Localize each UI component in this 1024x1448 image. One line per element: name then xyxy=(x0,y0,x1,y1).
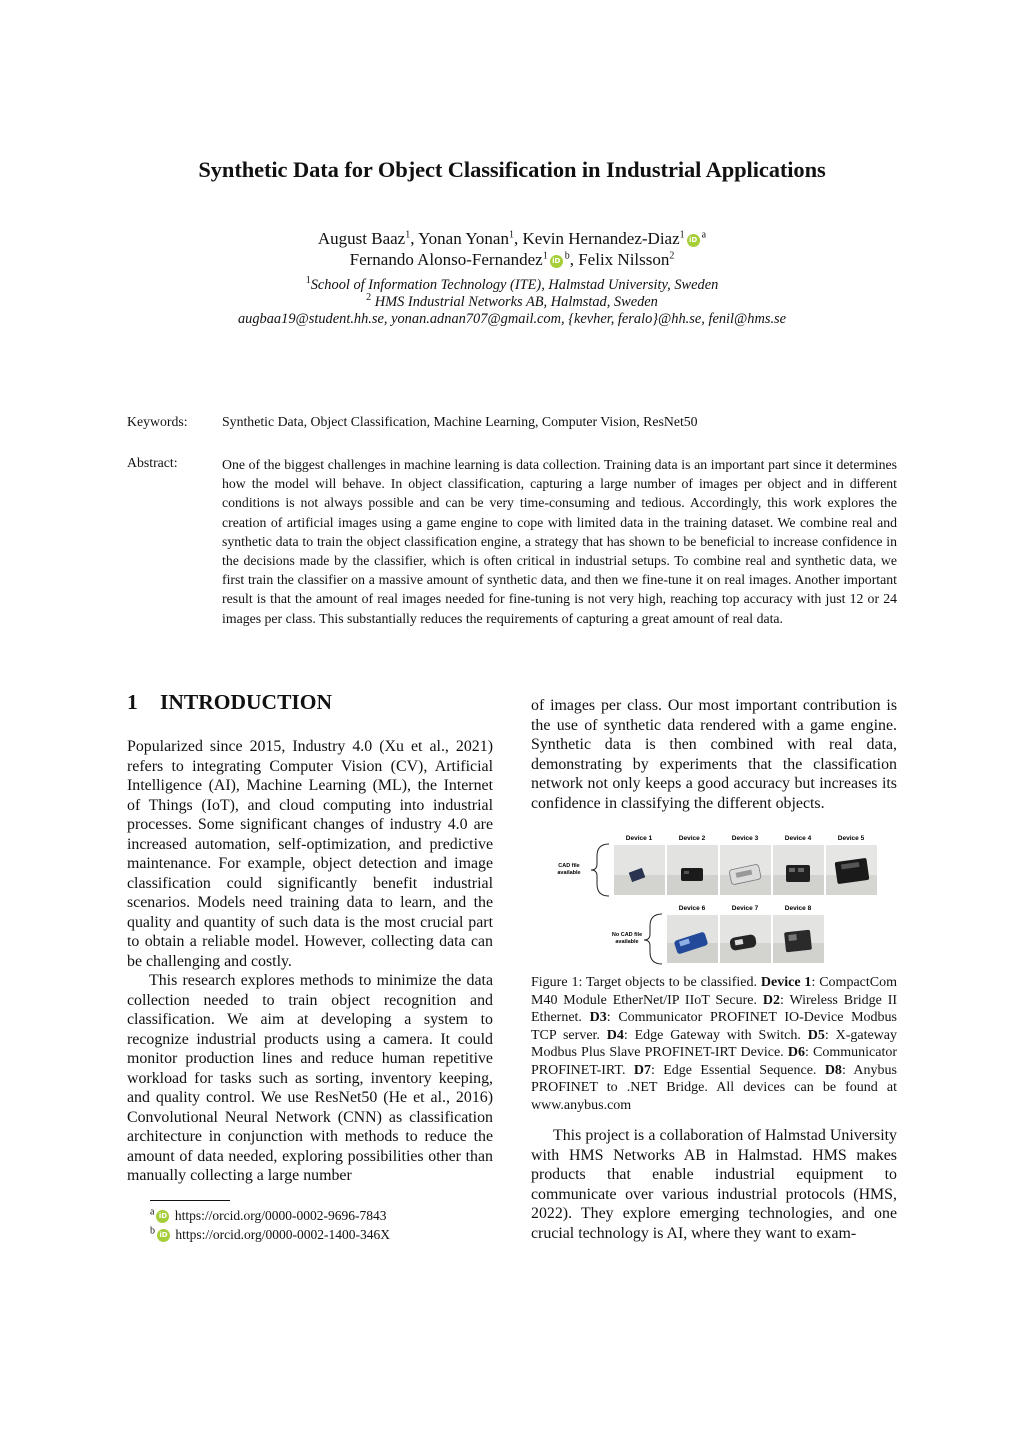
orcid-link[interactable]: https://orcid.org/0000-0002-1400-346X xyxy=(175,1227,390,1242)
orcid-footnote-mark: b xyxy=(564,250,570,262)
right-column-top xyxy=(531,696,897,813)
caption-device-text: : X-gateway Modbus Plus Slave PROFINET-IRT Device. xyxy=(531,1027,897,1060)
affiliation-mark: 1 xyxy=(305,275,311,287)
device-photo-4 xyxy=(773,845,824,895)
orcid-icon[interactable]: iD xyxy=(687,234,700,247)
orcid-icon[interactable]: iD xyxy=(550,255,563,268)
device-label: Device 6 xyxy=(678,905,706,912)
orcid-icon: iD xyxy=(156,1210,169,1223)
affiliations xyxy=(0,277,1024,328)
figure-caption xyxy=(531,974,897,1114)
device-label: Device 3 xyxy=(731,835,759,842)
caption-device-text: : CompactCom M40 Module EtherNet/IP IIoT Secure. xyxy=(531,975,897,1008)
figure-1 xyxy=(547,830,892,965)
abstract-label: Abstract: xyxy=(127,455,178,470)
affiliation-2 xyxy=(0,294,1024,311)
footnote-a xyxy=(150,1208,386,1224)
caption-device-label: D5 xyxy=(807,1027,825,1043)
intro-paragraph-1: Popularized since 2015, Industry 4.0 (Xu et al., 2021) refers to integrating Computer Vision (CV), Artificial Intelligence (AI), Machine Learning (ML), the Internet of Things (IoT), and cloud computing into industrial processes. Some significant changes of industry 4.0 are increased automation, self-optimization, and predictive maintenance. For example, object detection and image classification could significantly benefit industrial scenarios. Models need training data to learn, and the quality and quantity of such data is the most crucial part to obtain a reliable model. However, collecting data can be challenging and costly. xyxy=(127,738,493,970)
device-label: Device 7 xyxy=(731,905,759,912)
keywords-text: Synthetic Data, Object Classification, Machine Learning, Computer Vision, ResNet50 xyxy=(222,414,698,429)
caption-device-label: D7 xyxy=(633,1062,651,1078)
device-label: Device 5 xyxy=(837,835,865,842)
device-label: Device 4 xyxy=(784,835,812,842)
caption-device-label: D8 xyxy=(824,1062,842,1078)
device-label: Device 1 xyxy=(625,835,653,842)
orcid-footnote-mark: a xyxy=(701,229,707,241)
device-photo-3 xyxy=(720,845,771,895)
caption-device-text: : Edge Essential Sequence. xyxy=(650,1062,825,1078)
caption-device-label: D3 xyxy=(589,1010,607,1025)
caption-device-text: : Edge Gateway with Switch. xyxy=(623,1027,808,1043)
device-photo-2 xyxy=(667,845,718,895)
intro-paragraph-2-continued: of images per class. Our most important contribution is the use of synthetic data rendered with a game engine. Synthetic data is then combined with real data, demonstrating by experiments that the classification network not only keeps a good accuracy but increases its confidence in classifying the different objects. xyxy=(531,697,897,812)
intro-paragraph-3: This project is a collaboration of Halmstad University with HMS Networks AB in Halmstad. HMS makes products that enable industrial equipment to communicate over various industrial protocols (HMS, 2022). They explore emerging technologies, and one crucial technology is AI, where they want to exam- xyxy=(531,1127,897,1242)
intro-paragraph-2: This research explores methods to minimize the data collection needed to train object recognition and classification. We aim at developing a system to recognize industrial products using a camera. It could monitor production lines and reduce human repetitive workload for tasks such as sorting, inventory keeping, and quality control. We use ResNet50 (He et al., 2016) Convolutional Neural Network (CNN) as classification architecture in conjunction with methods to reduce the amount of data needed, exploring possibilities other than manually collecting a large number xyxy=(127,972,493,1184)
cad-available-label-2: available xyxy=(557,870,581,876)
caption-prefix: Figure 1: Target objects to be classified. xyxy=(531,975,761,990)
device-photo-6 xyxy=(667,915,718,963)
device-photo-5 xyxy=(826,845,877,895)
orcid-link[interactable]: https://orcid.org/0000-0002-9696-7843 xyxy=(174,1208,387,1223)
caption-device-text: : Communicator PROFINET IO-Device Modbus TCP server. xyxy=(531,1010,898,1043)
author-name: , Felix Nilsson xyxy=(569,250,670,269)
affiliation-mark: 2 xyxy=(669,250,675,262)
author-emails: augbaa19@student.hh.se, yonan.adnan707@gmail.com, {kevher, feralo}@hh.se, fenil@hms.se xyxy=(237,311,787,327)
affiliation-1 xyxy=(0,277,1024,294)
no-cad-label-2: available xyxy=(615,939,639,945)
paper-title: Synthetic Data for Object Classification in Industrial Applications xyxy=(198,157,826,182)
device-photo-7 xyxy=(720,915,771,963)
affiliation-mark: 1 xyxy=(508,229,514,241)
left-column xyxy=(127,737,493,1186)
caption-device-label: D2 xyxy=(762,992,780,1008)
author-name: , Kevin Hernandez-Diaz xyxy=(513,229,680,248)
author-name: Fernando Alonso-Fernandez xyxy=(349,250,543,269)
footnote-mark: a xyxy=(150,1206,155,1218)
affiliation-text: HMS Industrial Networks AB, Halmstad, Sweden xyxy=(374,294,658,310)
author-line-2 xyxy=(0,249,1024,270)
section-title: INTRODUCTION xyxy=(160,690,333,714)
caption-device-label: Device 1 xyxy=(760,975,812,990)
keywords-label: Keywords: xyxy=(127,414,188,429)
caption-device-label: D4 xyxy=(606,1027,624,1043)
caption-device-text: : Communicator PROFINET-IRT. xyxy=(531,1045,897,1078)
footnote-rule xyxy=(150,1200,230,1201)
author-name: August Baaz xyxy=(317,229,406,248)
cad-available-label: CAD file xyxy=(558,863,580,869)
author-name: , Yonan Yonan xyxy=(410,229,509,248)
caption-device-text: : Wireless Bridge II Ethernet. xyxy=(531,992,898,1025)
caption-device-text: : Anybus PROFINET to .NET Bridge. All devices can be found at www.anybus.com xyxy=(531,1062,897,1113)
right-column-bottom xyxy=(531,1126,897,1243)
device-photo-8 xyxy=(773,915,824,963)
device-photo-1 xyxy=(614,845,665,895)
section-heading xyxy=(127,690,332,715)
footnote-b xyxy=(150,1227,390,1243)
no-cad-label: No CAD file xyxy=(611,932,643,938)
brace-icon xyxy=(644,914,662,964)
section-number: 1 xyxy=(127,690,138,714)
brace-icon xyxy=(591,844,609,896)
device-label: Device 8 xyxy=(784,905,812,912)
orcid-icon: iD xyxy=(157,1229,170,1242)
caption-device-label: D6 xyxy=(787,1045,805,1060)
abstract-text: One of the biggest challenges in machine learning is data collection. Training data is an important part since it determines how the model will behave. In object classification, capturing a large number of images per object and in different conditions is not always possible and can be very time-consuming and tedious. Accordingly, this work explores the creation of artificial images using a game engine to cope with limited data in the training dataset. We combine real and synthetic data to train the object classification engine, a strategy that has shown to be beneficial to increase confidence in the decisions made by the classifier, which is often critical in industrial setups. To combine real and synthetic data, we first train the classifier on a massive amount of synthetic data, and then we fine-tune it on real images. Another important result is that the amount of real images needed for fine-tuning is not very high, reaching top accuracy with just 12 or 24 images per class. This substantially reduces the requirements of capturing a great amount of real data. xyxy=(222,457,897,626)
footnote-mark: b xyxy=(150,1225,155,1237)
affiliation-mark: 2 xyxy=(366,292,372,304)
author-line-1 xyxy=(0,228,1024,249)
affiliation-mark: 1 xyxy=(405,229,411,241)
affiliation-mark: 1 xyxy=(542,250,548,262)
author-list xyxy=(0,228,1024,270)
device-label: Device 2 xyxy=(678,835,706,842)
affiliation-text: School of Information Technology (ITE), Halmstad University, Sweden xyxy=(310,277,719,293)
affiliation-mark: 1 xyxy=(679,229,685,241)
